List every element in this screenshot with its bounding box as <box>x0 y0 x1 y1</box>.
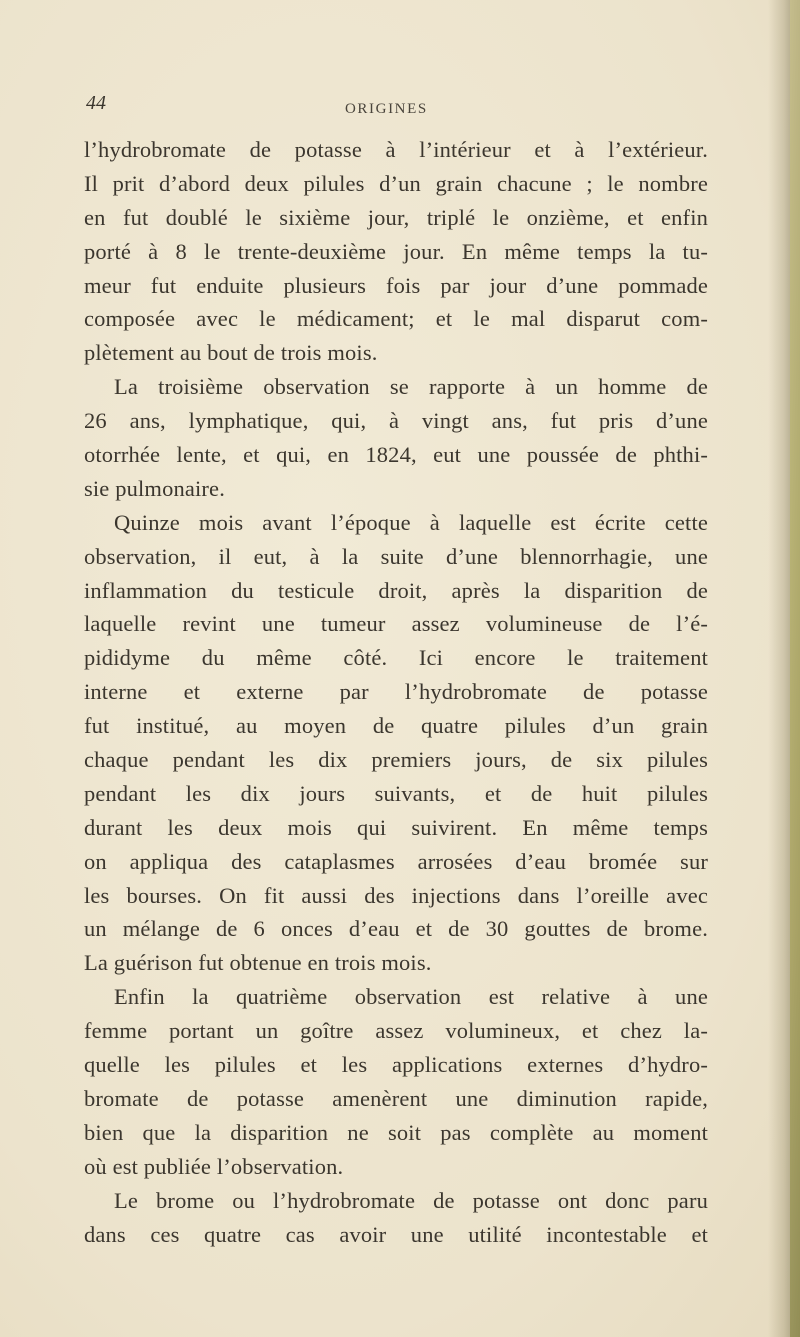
text-line: porté à 8 le trente-deuxième jour. En même temps la tu- <box>84 238 708 264</box>
text-line: plètement au bout de trois mois. <box>84 340 378 366</box>
text-line: femme portant un goître assez volumineux, et chez la- <box>84 1018 708 1044</box>
text-line: otorrhée lente, et qui, en 1824, eut une poussée de phthi- <box>84 442 708 468</box>
text-line: inflammation du testicule droit, après la disparition de <box>84 577 708 603</box>
text-line: Enfin la quatrième observation est relative à une <box>114 984 708 1010</box>
text-line: où est publiée l’observation. <box>84 1153 344 1179</box>
text-line: bien que la disparition ne soit pas complète au moment <box>84 1119 708 1145</box>
text-line: dans ces quatre cas avoir une utilité incontestable et <box>84 1221 708 1247</box>
text-line: composée avec le médicament; et le mal disparut com- <box>84 306 708 332</box>
text-line: chaque pendant les dix premiers jours, de six pilules <box>84 747 708 773</box>
text-line: La guérison fut obtenue en trois mois. <box>84 950 432 976</box>
text-line: Quinze mois avant l’époque à laquelle est écrite cette <box>114 509 708 535</box>
text-line: pididyme du même côté. Ici encore le traitement <box>84 645 708 671</box>
page-edge <box>790 0 800 1337</box>
text-line: meur fut enduite plusieurs fois par jour d’une pommade <box>84 272 708 298</box>
text-line: on appliqua des cataplasmes arrosées d’eau bromée sur <box>84 848 708 874</box>
text-line: 26 ans, lymphatique, qui, à vingt ans, fut pris d’une <box>84 408 708 434</box>
text-line: fut institué, au moyen de quatre pilules d’un grain <box>84 713 708 739</box>
running-head: ORIGINES <box>345 101 428 117</box>
text-line: laquelle revint une tumeur assez volumineuse de l’é- <box>84 611 708 637</box>
text-line: interne et externe par l’hydrobromate de potasse <box>84 679 708 705</box>
text-line: en fut doublé le sixième jour, triplé le onzième, et enfin <box>84 204 708 230</box>
text-line: l’hydrobromate de potasse à l’intérieur et à l’extérieur. <box>84 137 708 162</box>
page-number: 44 <box>86 92 106 114</box>
text-line: durant les deux mois qui suivirent. En même temps <box>84 814 708 840</box>
text-line: les bourses. On fit aussi des injections dans l’oreille avec <box>84 882 708 908</box>
text-line: observation, il eut, à la suite d’une blennorrhagie, une <box>84 543 708 569</box>
text-line: quelle les pilules et les applications externes d’hydro- <box>84 1052 708 1078</box>
text-line: La troisième observation se rapporte à un homme de <box>114 374 708 400</box>
text-line: pendant les dix jours suivants, et de huit pilules <box>84 780 708 806</box>
text-line: sie pulmonaire. <box>84 475 225 501</box>
text-line: Le brome ou l’hydrobromate de potasse ont donc paru <box>114 1187 708 1213</box>
text-line: bromate de potasse amenèrent une diminution rapide, <box>84 1085 708 1111</box>
text-line: Il prit d’abord deux pilules d’un grain chacune ; le nombre <box>84 170 708 196</box>
text-line: un mélange de 6 onces d’eau et de 30 gouttes de brome. <box>84 916 708 942</box>
body-text <box>84 133 708 1251</box>
